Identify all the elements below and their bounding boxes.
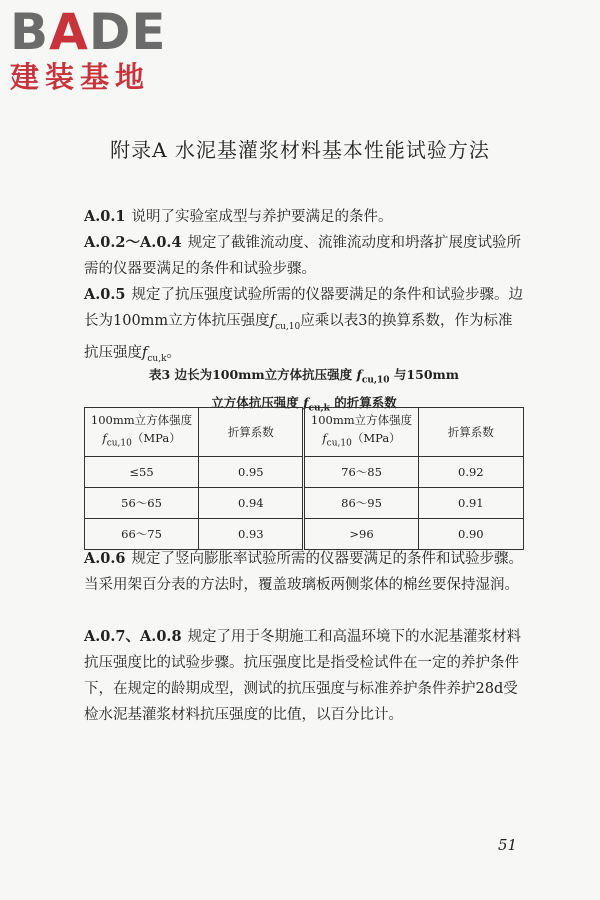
section-label: A.0.1 [84,208,126,225]
cell-strength: ≤55 [85,457,199,488]
section-a02-a04 [84,230,524,282]
section-label: A.0.2～A.0.4 [84,234,182,251]
section-text: 应乘以表3的换算系数，作为标准抗压强度 [84,313,513,361]
cell-coefficient: 0.90 [418,519,523,550]
section-text: 规定了截锥流动度、流锥流动度和坍落扩展度试验所需的仪器要满足的条件和试验步骤。 [84,235,522,277]
cell-coefficient: 0.92 [418,457,523,488]
section-label: A.0.5 [84,286,126,303]
header-coefficient: 折算系数 [418,408,523,457]
section-text: 规定了抗压强度试验所需的仪器要满足的条件和试验步骤。边长为100mm立方体抗压强度 [84,287,524,329]
section-a01 [84,204,524,230]
symbol-f-cu10: $f_{cu,10}$ [269,313,301,332]
logo-subtitle: 建装基地 [10,60,151,94]
section-a05: A.0.5 规定了抗压强度试验所需的仪器要满足的条件和试验步骤。边长为100mm立方体抗压强度$f_{cu,10}$应乘以表3的换算系数，作为标准抗压强度$f_{cu,k}$。 [84,286,524,364]
symbol-f-cuk: $f_{cu,k}$ [142,344,167,364]
section-text: 规定了用于冬期施工和高温环境下的水泥基灌浆材料抗压强度比的试验步骤。抗压强度比是指受检试件在一定的养护条件下，在规定的龄期成型，测试的抗压强度与标准养护条件养护28d受检水泥基灌浆材料抗压强度的比值，以百分比计。 [84,629,522,723]
cell-coefficient: 0.94 [199,488,304,519]
section-text: 说明了实验室成型与养护要满足的条件。 [131,209,393,225]
header-strength: 100mm立方体强度 $f_{cu,10}(MPa)$ [85,408,199,457]
cell-coefficient: 0.95 [199,457,304,488]
section-label: A.0.7、A.0.8 [84,628,182,645]
page-number: 51 [498,836,518,854]
cell-strength: 86～95 [304,488,418,519]
cell-strength: 66～75 [85,519,199,550]
table-row [85,488,524,519]
logo-brand: BADE [10,3,167,61]
header-coefficient: 折算系数 [199,408,304,457]
section-a06 [84,546,524,598]
header-strength: 100mm立方体强度 $f_{cu,10}(MPa)$ [304,408,418,457]
logo [10,3,210,94]
cell-coefficient: 0.93 [199,519,304,550]
table-caption: 表3 边长为100mm立方体抗压强度 $f_{cu,10}$ 与150mm 立方体抗压强度 $f_{cu,k}$ 的折算系数 [149,367,459,413]
cell-coefficient: 0.91 [418,488,523,519]
section-a07-a08 [84,624,524,728]
appendix-title: 附录A 水泥基灌浆材料基本性能试验方法 [110,138,490,162]
cell-strength: >96 [304,519,418,550]
table-row [85,457,524,488]
cell-strength: 56～65 [85,488,199,519]
cell-strength: 76～85 [304,457,418,488]
table-row [85,519,524,550]
conversion-table [84,407,524,550]
section-text: 规定了竖向膨胀率试验所需的仪器要满足的条件和试验步骤。当采用架百分表的方法时，覆盖玻璃板两侧浆体的棉丝要保持湿润。 [84,551,524,593]
table-header-row [85,408,524,457]
section-label: A.0.6 [84,550,126,567]
